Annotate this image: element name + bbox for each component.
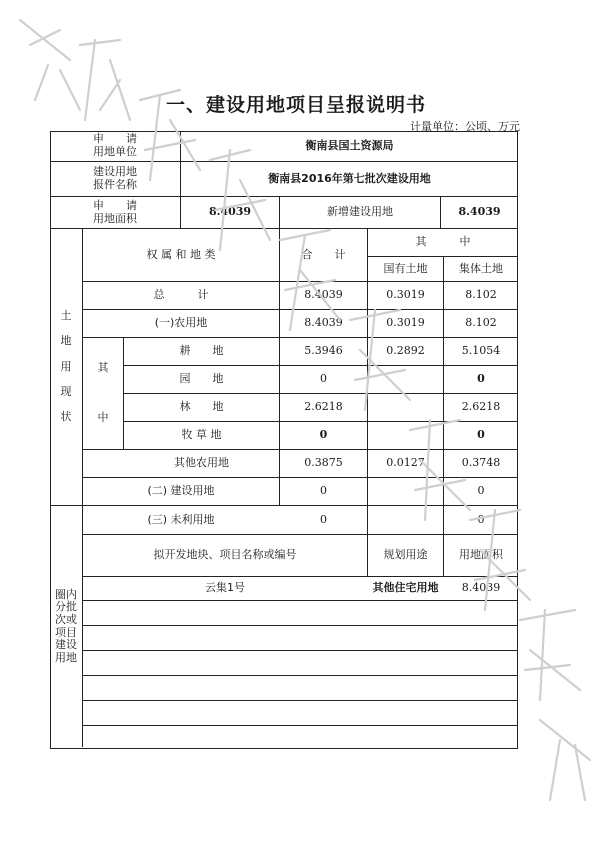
- row-other-agri-collective: 0.3748: [461, 456, 501, 470]
- row-unused-collective: 0: [477, 512, 485, 526]
- grid-line: [82, 675, 518, 676]
- row-garden-collective: 0: [477, 372, 485, 386]
- grid-line: [82, 600, 518, 601]
- row-construction-name: (二) 建设用地: [147, 484, 215, 498]
- row-forest-name: 林 地: [179, 400, 224, 414]
- plot-row-area: 8.4039: [461, 581, 501, 595]
- row-grassland-total: 0: [319, 428, 328, 442]
- page-title: 一、建设用地项目呈报说明书: [165, 94, 426, 116]
- grid-line: [82, 700, 518, 701]
- row-garden-state: [368, 366, 443, 393]
- row-grassland-state: [368, 422, 443, 449]
- row-forest-state: [368, 394, 443, 421]
- plot-row-use: 其他住宅用地: [372, 581, 439, 595]
- row-total-collective: 8.102: [465, 288, 497, 302]
- plot-row-name: 云集1号: [205, 581, 245, 595]
- col-plan-use: 规划用途: [383, 548, 428, 562]
- row-agri-state: 0.3019: [386, 316, 425, 330]
- row-agri-total: 8.4039: [304, 316, 343, 330]
- row-other-agri-state: 0.0127: [386, 456, 425, 470]
- row-garden-total: 0: [320, 372, 327, 386]
- row-forest-total: 2.6218: [304, 400, 343, 414]
- row-cultivated-total: 5.3946: [304, 344, 343, 358]
- row-total-state: 0.3019: [386, 288, 425, 302]
- row-unused-state: [368, 506, 443, 534]
- applicant-value: 衡南县国土资源局: [305, 138, 394, 152]
- area-label: 申 请 用地面积: [93, 198, 137, 225]
- area-value: 8.4039: [208, 205, 252, 219]
- row-agri-collective: 8.102: [465, 316, 497, 330]
- col-land-type: 权 属 和 地 类: [146, 247, 216, 261]
- col-total: 合 计: [301, 247, 346, 261]
- col-state-land: 国有土地: [383, 261, 428, 275]
- row-forest-collective: 2.6218: [461, 400, 501, 414]
- plots-section-label: 圈内 分批 次或 项目 建设 用地: [55, 587, 77, 664]
- new-construction-value: 8.4039: [458, 205, 501, 219]
- row-construction-total: 0: [320, 484, 327, 498]
- grid-line: [82, 625, 518, 626]
- grid-line: [82, 725, 518, 726]
- col-plot-name: 拟开发地块、项目名称或编号: [153, 548, 297, 562]
- row-other-agri-total: 0.3875: [304, 456, 343, 470]
- col-collective-land: 集体土地: [459, 261, 503, 275]
- report-table: [50, 131, 518, 749]
- grid-line: [82, 650, 518, 651]
- row-total-name: 总 计: [153, 288, 209, 302]
- col-plot-area: 用地面积: [459, 548, 503, 562]
- new-construction-label: 新增建设用地: [327, 205, 393, 219]
- row-garden-name: 园 地: [179, 372, 224, 386]
- row-cultivated-collective: 5.1054: [461, 344, 501, 358]
- row-unused-total: 0: [320, 512, 327, 526]
- row-cultivated-name: 耕 地: [179, 344, 224, 358]
- batch-value: 衡南县2016年第七批次建设用地: [268, 171, 431, 185]
- land-status-section-label: 土 地 用 现 状: [60, 309, 72, 424]
- batch-label: 建设用地 报件名称: [93, 165, 137, 191]
- col-among: 其 中: [415, 235, 471, 249]
- row-construction-state: [368, 478, 443, 505]
- row-construction-collective: 0: [477, 484, 485, 498]
- row-total-total: 8.4039: [304, 288, 343, 302]
- row-agri-name: (一)农用地: [154, 316, 208, 330]
- unit-note: 计量单位：公顷、万元: [410, 120, 520, 133]
- row-unused-name: (三) 未利用地: [147, 512, 215, 526]
- row-other-agri-name: 其他农用地: [174, 456, 229, 470]
- sub-category-label: 其 中: [97, 360, 109, 425]
- row-grassland-collective: 0: [477, 428, 485, 442]
- row-cultivated-state: 0.2892: [386, 344, 425, 358]
- row-grassland-name: 牧 草 地: [181, 428, 222, 442]
- applicant-label: 申 请 用地单位: [93, 132, 137, 158]
